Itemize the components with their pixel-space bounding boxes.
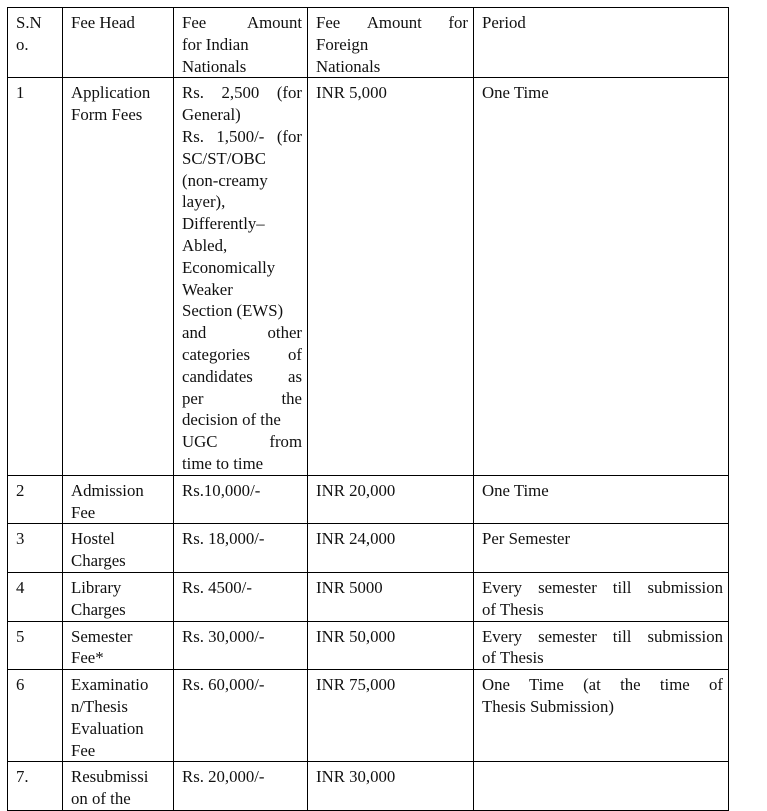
cell-foreign-amount: INR 5,000 [308,78,474,475]
cell-fee-head [63,524,174,573]
cell-sno: 6 [8,670,63,762]
header-row [8,8,729,78]
cell-period [474,524,729,573]
table-row [8,621,729,670]
cell-sno: 1 [8,78,63,475]
header-foreign-line: Foreign [316,34,369,54]
cell-fee-head [63,78,174,475]
indian-amount-line [182,82,302,104]
fee-head-line: Hostel [71,529,115,549]
indian-amount-word: (non-creamy [182,170,268,190]
cell-indian-amount: Rs. 60,000/- [174,670,308,762]
indian-amount-word: Differently– [182,214,265,234]
header-indian-amount [174,8,308,78]
cell-fee-head [63,621,174,670]
fee-table [7,7,729,811]
indian-amount-word: as [288,366,302,386]
cell-period [474,762,729,811]
indian-amount-word: 2,500 [221,83,260,103]
cell-fee-head [63,670,174,762]
fee-head-line: Charges [71,599,126,619]
header-foreign-amount [308,8,474,78]
period-line: Every semester till submission [482,626,723,646]
fee-head-line: Examinatio [71,675,149,695]
cell-period [474,670,729,762]
indian-amount-line [182,191,302,213]
cell-foreign-amount: INR 20,000 [308,475,474,524]
indian-amount-word: Section (EWS) [182,301,284,321]
indian-amount-word: of [288,344,302,364]
table-row [8,475,729,524]
cell-foreign-amount: INR 24,000 [308,524,474,573]
indian-amount-line [182,431,302,453]
indian-amount-word: SC/ST/OBC [182,148,266,168]
fee-head-line: Application [71,83,151,103]
indian-amount-word: (for [276,126,302,146]
table-row [8,572,729,621]
period-line: Thesis Submission) [482,696,614,716]
cell-foreign-amount: INR 50,000 [308,621,474,670]
fee-head-line: Fee [71,502,96,522]
indian-amount-word: Economically [182,257,276,277]
header-sno-line: S.N [16,13,42,32]
table-row [8,670,729,762]
cell-indian-amount: Rs. 4500/- [174,572,308,621]
header-indian-line: Nationals [182,56,247,76]
fee-head-line: Fee [71,740,96,760]
indian-amount-line [182,213,302,235]
indian-amount-word: per [182,388,204,408]
indian-amount-word: time to time [182,453,264,473]
indian-amount-word: (for [276,83,302,103]
indian-amount-line [182,366,302,388]
indian-amount-line [182,322,302,344]
fee-head-line: Evaluation [71,718,144,738]
indian-amount-word: candidates [182,366,253,386]
header-foreign-word: Amount [366,13,422,32]
cell-sno: 4 [8,572,63,621]
cell-sno: 5 [8,621,63,670]
cell-fee-head [63,762,174,811]
indian-amount-word: Rs. [182,126,204,146]
header-sno-line: o. [16,34,29,54]
header-foreign-word: for [448,13,468,32]
period-line: of Thesis [482,648,544,668]
header-indian-word: Fee [182,13,207,32]
indian-amount-word: Abled, [182,235,228,255]
fee-head-line: Charges [71,551,126,571]
period-line: of Thesis [482,599,544,619]
cell-indian-amount: Rs. 30,000/- [174,621,308,670]
indian-amount-line [182,104,302,126]
table-row [8,524,729,573]
indian-amount-word: other [267,323,302,343]
table-row [8,78,729,475]
fee-head-line: Form Fees [71,105,143,125]
cell-indian-amount: Rs. 20,000/- [174,762,308,811]
indian-amount-line [182,235,302,257]
indian-amount-line [182,148,302,170]
indian-amount-word: Weaker [182,279,233,299]
period-line: One Time (at the time of [482,675,723,695]
indian-amount-line [182,453,302,475]
header-foreign-line: Nationals [316,56,381,76]
cell-period [474,475,729,524]
indian-amount-word: layer), [182,192,226,212]
header-indian-line: for Indian [182,34,249,54]
fee-head-line: Library [71,577,122,597]
fee-head-line: n/Thesis [71,696,128,716]
header-sno [8,8,63,78]
period-line: Every semester till submission [482,577,723,597]
header-foreign-word: Fee [316,13,341,32]
indian-amount-line [182,170,302,192]
indian-amount-word: and [182,323,207,343]
period-line: Per Semester [482,529,571,549]
cell-fee-head [63,475,174,524]
indian-amount-line [182,279,302,301]
indian-amount-line [182,300,302,322]
header-fee-head: Fee Head [63,8,174,78]
cell-period: One Time [474,78,729,475]
indian-amount-word: 1,500/- [216,126,265,146]
cell-foreign-amount: INR 30,000 [308,762,474,811]
cell-sno: 3 [8,524,63,573]
indian-amount-word: categories [182,344,251,364]
fee-head-line: Resubmissi [71,767,149,787]
indian-amount-word: Rs. [182,83,204,103]
table-row [8,762,729,811]
cell-sno: 2 [8,475,63,524]
cell-period [474,621,729,670]
indian-amount-word: General) [182,105,241,125]
indian-amount-word: the [281,388,302,408]
period-line: One Time [482,480,549,500]
header-period: Period [474,8,729,78]
fee-head-line: Admission [71,480,144,500]
cell-period [474,572,729,621]
fee-head-line: Fee* [71,648,104,668]
cell-foreign-amount: INR 5000 [308,572,474,621]
indian-amount-line [182,344,302,366]
cell-indian-amount: Rs. 18,000/- [174,524,308,573]
fee-head-line: Semester [71,626,133,646]
cell-foreign-amount: INR 75,000 [308,670,474,762]
indian-amount-word: decision of the [182,410,281,430]
indian-amount-line [182,388,302,410]
fee-head-line: on of the [71,789,131,809]
indian-amount-word: from [269,432,302,452]
cell-fee-head [63,572,174,621]
cell-sno: 7. [8,762,63,811]
indian-amount-line [182,126,302,148]
cell-indian-amount: Rs.10,000/- [174,475,308,524]
indian-amount-line [182,257,302,279]
header-indian-word: Amount [246,13,302,32]
cell-indian-amount [174,78,308,475]
indian-amount-line [182,409,302,431]
indian-amount-word: UGC [182,432,218,452]
